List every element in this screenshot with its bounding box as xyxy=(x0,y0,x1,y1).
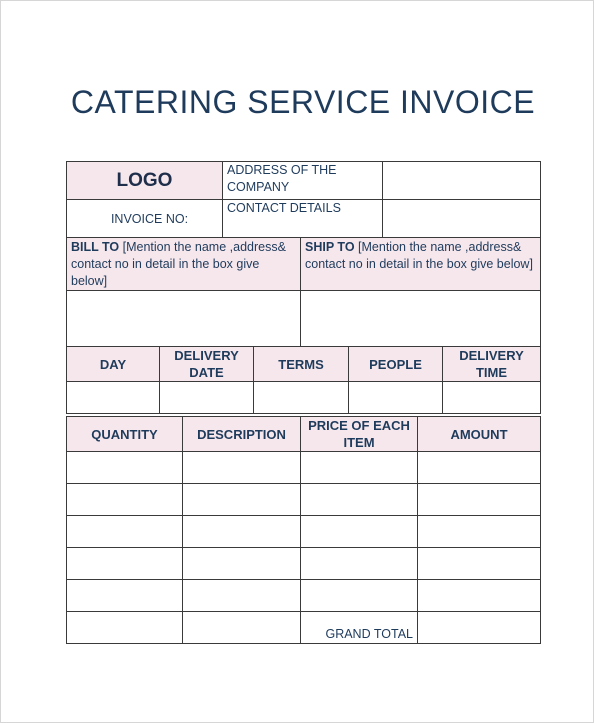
order-details-table xyxy=(66,346,541,414)
amount-cell[interactable] xyxy=(418,580,541,612)
ship-to-header xyxy=(301,238,541,291)
table-row xyxy=(67,516,541,548)
bill-ship-table xyxy=(66,237,541,347)
price-cell[interactable] xyxy=(301,580,418,612)
amount-cell[interactable] xyxy=(418,452,541,484)
price-cell[interactable] xyxy=(301,548,418,580)
delivery-time-cell[interactable] xyxy=(443,382,541,414)
col-terms: TERMS xyxy=(254,347,349,382)
people-cell[interactable] xyxy=(349,382,443,414)
amount-cell[interactable] xyxy=(418,516,541,548)
price-cell[interactable] xyxy=(301,516,418,548)
contact-details[interactable]: CONTACT DETAILS xyxy=(223,200,383,238)
bill-to-header xyxy=(67,238,301,291)
quantity-cell[interactable] xyxy=(67,548,183,580)
invoice-number-label: INVOICE NO: xyxy=(67,200,223,238)
company-extra-cell-2[interactable] xyxy=(383,200,541,238)
items-table xyxy=(66,416,541,644)
col-description: DESCRIPTION xyxy=(183,417,301,452)
company-address[interactable]: ADDRESS OF THE COMPANY xyxy=(223,162,383,200)
grand-total-value[interactable] xyxy=(418,612,541,644)
col-people: PEOPLE xyxy=(349,347,443,382)
bill-to-label: BILL TO xyxy=(71,240,120,254)
ship-to-box[interactable] xyxy=(301,291,541,347)
bill-to-box[interactable] xyxy=(67,291,301,347)
grand-total-row xyxy=(67,612,541,644)
amount-cell[interactable] xyxy=(418,548,541,580)
delivery-date-cell[interactable] xyxy=(160,382,254,414)
col-price-each: PRICE OF EACH ITEM xyxy=(301,417,418,452)
bill-to-hint: [Mention the name ,address& contact no in detail in the box give below] xyxy=(71,240,286,288)
ship-to-label: SHIP TO xyxy=(305,240,355,254)
col-quantity: QUANTITY xyxy=(67,417,183,452)
grand-total-label: GRAND TOTAL xyxy=(301,612,418,644)
col-day: DAY xyxy=(67,347,160,382)
day-cell[interactable] xyxy=(67,382,160,414)
invoice-sheet xyxy=(66,161,540,644)
col-delivery-time: DELIVERY TIME xyxy=(443,347,541,382)
invoice-title: CATERING SERVICE INVOICE xyxy=(70,84,536,120)
table-row xyxy=(67,580,541,612)
description-cell[interactable] xyxy=(183,580,301,612)
table-row xyxy=(67,452,541,484)
description-cell[interactable] xyxy=(183,548,301,580)
quantity-cell[interactable] xyxy=(67,452,183,484)
description-cell[interactable] xyxy=(183,612,301,644)
quantity-cell[interactable] xyxy=(67,484,183,516)
quantity-cell[interactable] xyxy=(67,612,183,644)
price-cell[interactable] xyxy=(301,484,418,516)
description-cell[interactable] xyxy=(183,516,301,548)
company-header-table xyxy=(66,161,541,238)
description-cell[interactable] xyxy=(183,452,301,484)
description-cell[interactable] xyxy=(183,484,301,516)
company-extra-cell-1[interactable] xyxy=(383,162,541,200)
col-delivery-date: DELIVERY DATE xyxy=(160,347,254,382)
table-row xyxy=(67,484,541,516)
logo-cell: LOGO xyxy=(67,162,223,200)
price-cell[interactable] xyxy=(301,452,418,484)
quantity-cell[interactable] xyxy=(67,580,183,612)
table-row xyxy=(67,548,541,580)
col-amount: AMOUNT xyxy=(418,417,541,452)
amount-cell[interactable] xyxy=(418,484,541,516)
quantity-cell[interactable] xyxy=(67,516,183,548)
ship-to-hint: [Mention the name ,address& contact no in detail in the box give below] xyxy=(305,240,533,271)
terms-cell[interactable] xyxy=(254,382,349,414)
